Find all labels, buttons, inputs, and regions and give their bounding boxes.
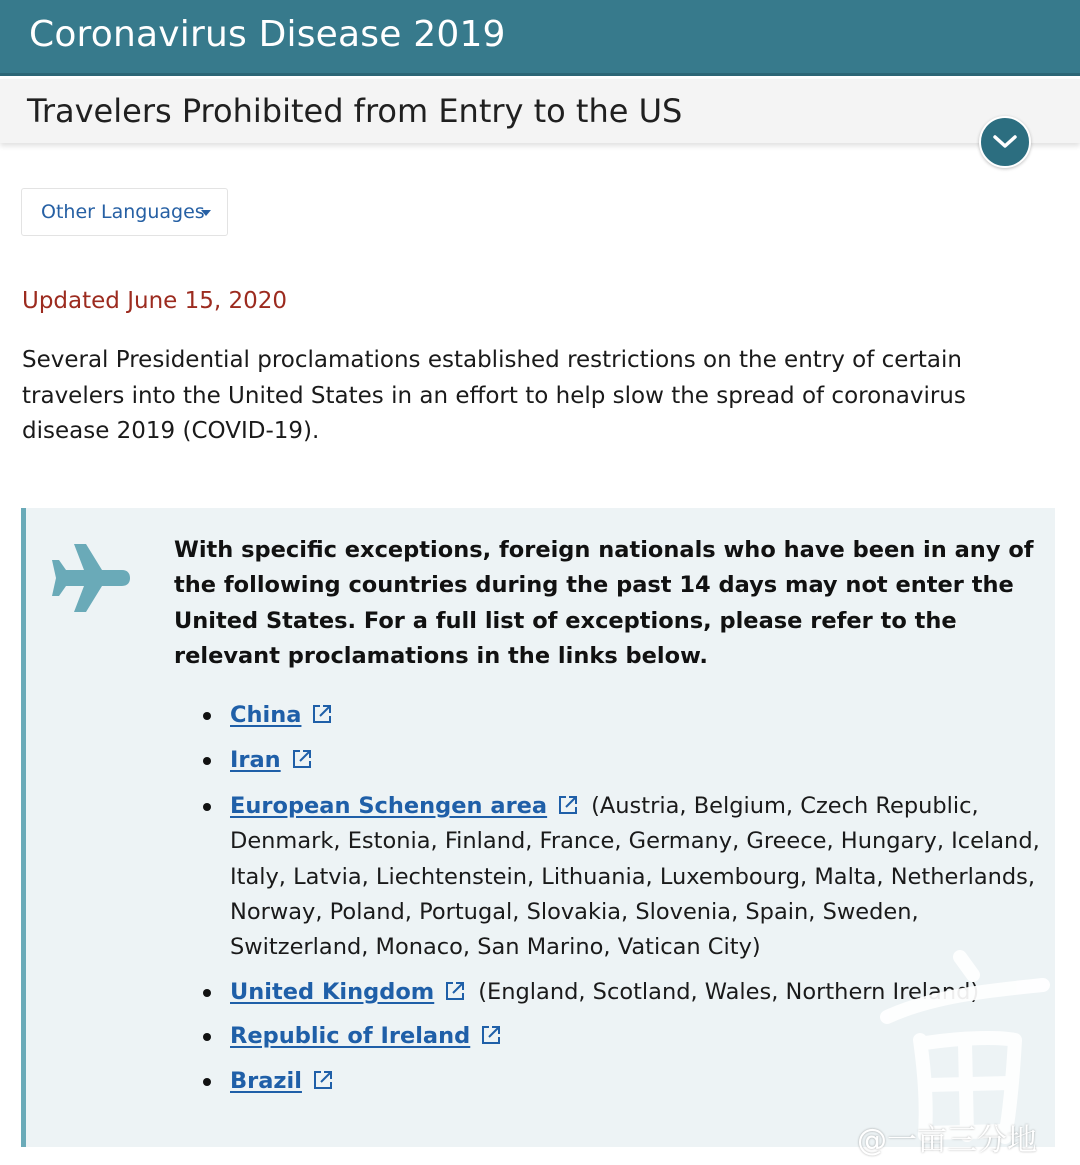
country-item-schengen xyxy=(230,789,1040,965)
country-item-united-kingdom xyxy=(230,975,1040,1010)
intro-paragraph: Several Presidential proclamations established restrictions on the entry of certain travelers into the United States in an effort to help slow the spread of coronavirus disease 2019 (COVID-19). xyxy=(22,347,966,444)
country-link-ireland[interactable]: Republic of Ireland xyxy=(230,1023,471,1049)
country-link-united-kingdom[interactable]: United Kingdom xyxy=(230,979,435,1005)
updated-date: Updated June 15, 2020 xyxy=(22,288,288,314)
country-item-iran xyxy=(230,743,1040,778)
chevron-down-icon xyxy=(992,134,1018,150)
country-item-brazil xyxy=(230,1064,1040,1099)
external-link-icon[interactable] xyxy=(312,1069,334,1091)
expand-toggle-button[interactable] xyxy=(979,116,1031,168)
country-note: (Austria, Belgium, Czech Republic, Denmark, Estonia, Finland, France, Germany, Greece, Hungary, Iceland, Italy, Latvia, Liechtenstein, Lithuania, Luxembourg, Malta, Netherlands, Norway, Poland, Portugal, Slovakia, Slovenia, Spain, Sweden, Switzerland, Monaco, San Marino, Vatican City) xyxy=(230,793,1040,961)
list-bullet xyxy=(203,712,211,720)
country-item-ireland xyxy=(230,1019,1040,1054)
country-item-china xyxy=(230,698,1040,733)
list-bullet xyxy=(203,757,211,765)
site-title[interactable]: Coronavirus Disease 2019 xyxy=(29,14,506,55)
other-languages-label: Other Languages xyxy=(41,201,205,223)
airplane-icon xyxy=(48,542,130,614)
country-link-iran[interactable]: Iran xyxy=(230,747,281,773)
external-link-icon[interactable] xyxy=(311,703,333,725)
page-title: Travelers Prohibited from Entry to the US xyxy=(27,92,683,130)
list-bullet xyxy=(203,1033,211,1041)
external-link-icon[interactable] xyxy=(444,980,466,1002)
country-link-china[interactable]: China xyxy=(230,702,302,728)
watermark-text: @一亩三分地 xyxy=(857,1123,1037,1158)
callout-text: With specific exceptions, foreign nationals who have been in any of the following countries during the past 14 days may not enter the United States. For a full list of exceptions, please refer to the relevant proclamations in the links below. xyxy=(174,537,1034,669)
list-bullet xyxy=(203,989,211,997)
caret-down-icon xyxy=(201,210,211,216)
country-note: (England, Scotland, Wales, Northern Ireland) xyxy=(478,979,980,1005)
country-link-schengen[interactable]: European Schengen area xyxy=(230,793,548,819)
list-bullet xyxy=(203,1078,211,1086)
other-languages-dropdown[interactable] xyxy=(21,188,228,236)
list-bullet xyxy=(203,803,211,811)
site-header xyxy=(0,0,1080,76)
external-link-icon[interactable] xyxy=(557,794,579,816)
country-link-brazil[interactable]: Brazil xyxy=(230,1068,302,1094)
external-link-icon[interactable] xyxy=(480,1024,502,1046)
external-link-icon[interactable] xyxy=(291,748,313,770)
page-header xyxy=(0,79,1080,143)
